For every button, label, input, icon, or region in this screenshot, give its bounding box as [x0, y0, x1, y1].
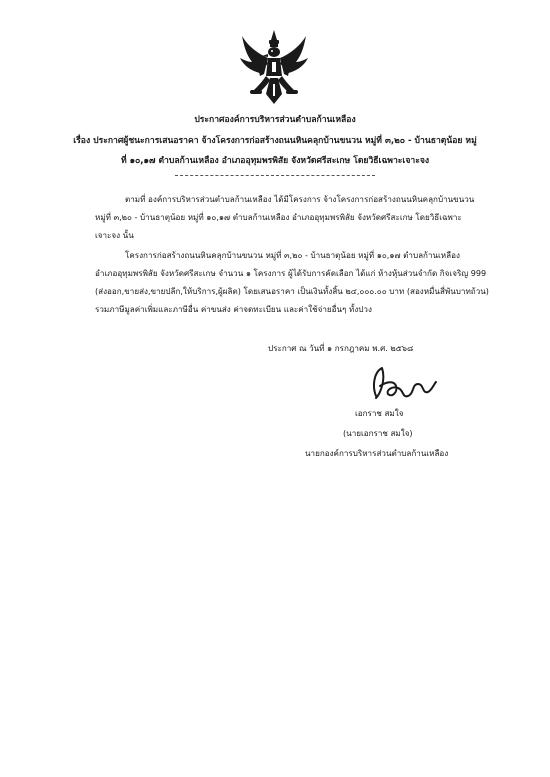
- paragraph-1-line-2: หมู่ที่ ๓,๒๐ - บ้านธาตุน้อย หมู่ที่ ๑๐,๑๗ ตำบลก้านเหลือง อำเภออุทุมพรพิสัย จังหวัดศรีสะเกษ โดยวิธีเฉพาะ: [95, 212, 462, 222]
- signer-name: เอกราช สมใจ: [355, 408, 404, 418]
- paragraph-2-line-3: (ส่งออก,ขายส่ง,ขายปลีก,ให้บริการ,ผู้ผลิต) โดยเสนอราคา เป็นเงินทั้งสิ้น ๒๔,๐๐๐.๐๐ บาท (สองหมื่นสี่พันบาทถ้วน): [95, 286, 489, 296]
- paragraph-2-line-2: อำเภออุทุมพรพิสัย จังหวัดศรีสะเกษ จำนวน ๑ โครงการ ผู้ได้รับการคัดเลือก ได้แก่ ห้างหุ้นส่วนจำกัด กิจเจริญ 999: [95, 268, 487, 278]
- announcement-heading: ประกาศองค์การบริหารส่วนตำบลก้านเหลือง: [194, 115, 356, 125]
- signer-full-name: (นายเอกราช สมใจ): [343, 428, 413, 438]
- handwritten-signature: [366, 364, 438, 404]
- subject-line-1: เรื่อง ประกาศผู้ชนะการเสนอราคา จ้างโครงการก่อสร้างถนนหินคลุกบ้านขนวน หมู่ที่ ๓,๒๐ - บ้านธาตุน้อย หมู่: [73, 136, 477, 146]
- garuda-emblem-icon: [238, 28, 310, 106]
- announce-date: ประกาศ ณ วันที่ ๑ กรกฎาคม พ.ศ. ๒๕๖๘: [268, 343, 414, 353]
- signer-position: นายกองค์การบริหารส่วนตำบลก้านเหลือง: [305, 448, 449, 458]
- paragraph-2-line-1: โครงการก่อสร้างถนนหินคลุกบ้านขนวน หมู่ที่ ๓,๒๐ - บ้านธาตุน้อย หมู่ที่ ๑๐,๑๗ ตำบลก้านเหลือง: [125, 250, 460, 260]
- paragraph-1-line-3: เจาะจง นั้น: [95, 230, 134, 240]
- paragraph-2-line-4: รวมภาษีมูลค่าเพิ่มและภาษีอื่น ค่าขนส่ง ค่าจดทะเบียน และค่าใช้จ่ายอื่นๆ ทั้งปวง: [95, 304, 372, 314]
- dashed-divider: [175, 175, 375, 176]
- paragraph-1-line-1: ตามที่ องค์การบริหารส่วนตำบลก้านเหลือง ได้มีโครงการ จ้างโครงการก่อสร้างถนนหินคลุกบ้านขนวน: [125, 194, 475, 204]
- subject-line-2: ที่ ๑๐,๑๗ ตำบลก้านเหลือง อำเภออุทุมพรพิสัย จังหวัดศรีสะเกษ โดยวิธีเฉพาะเจาะจง: [120, 156, 430, 166]
